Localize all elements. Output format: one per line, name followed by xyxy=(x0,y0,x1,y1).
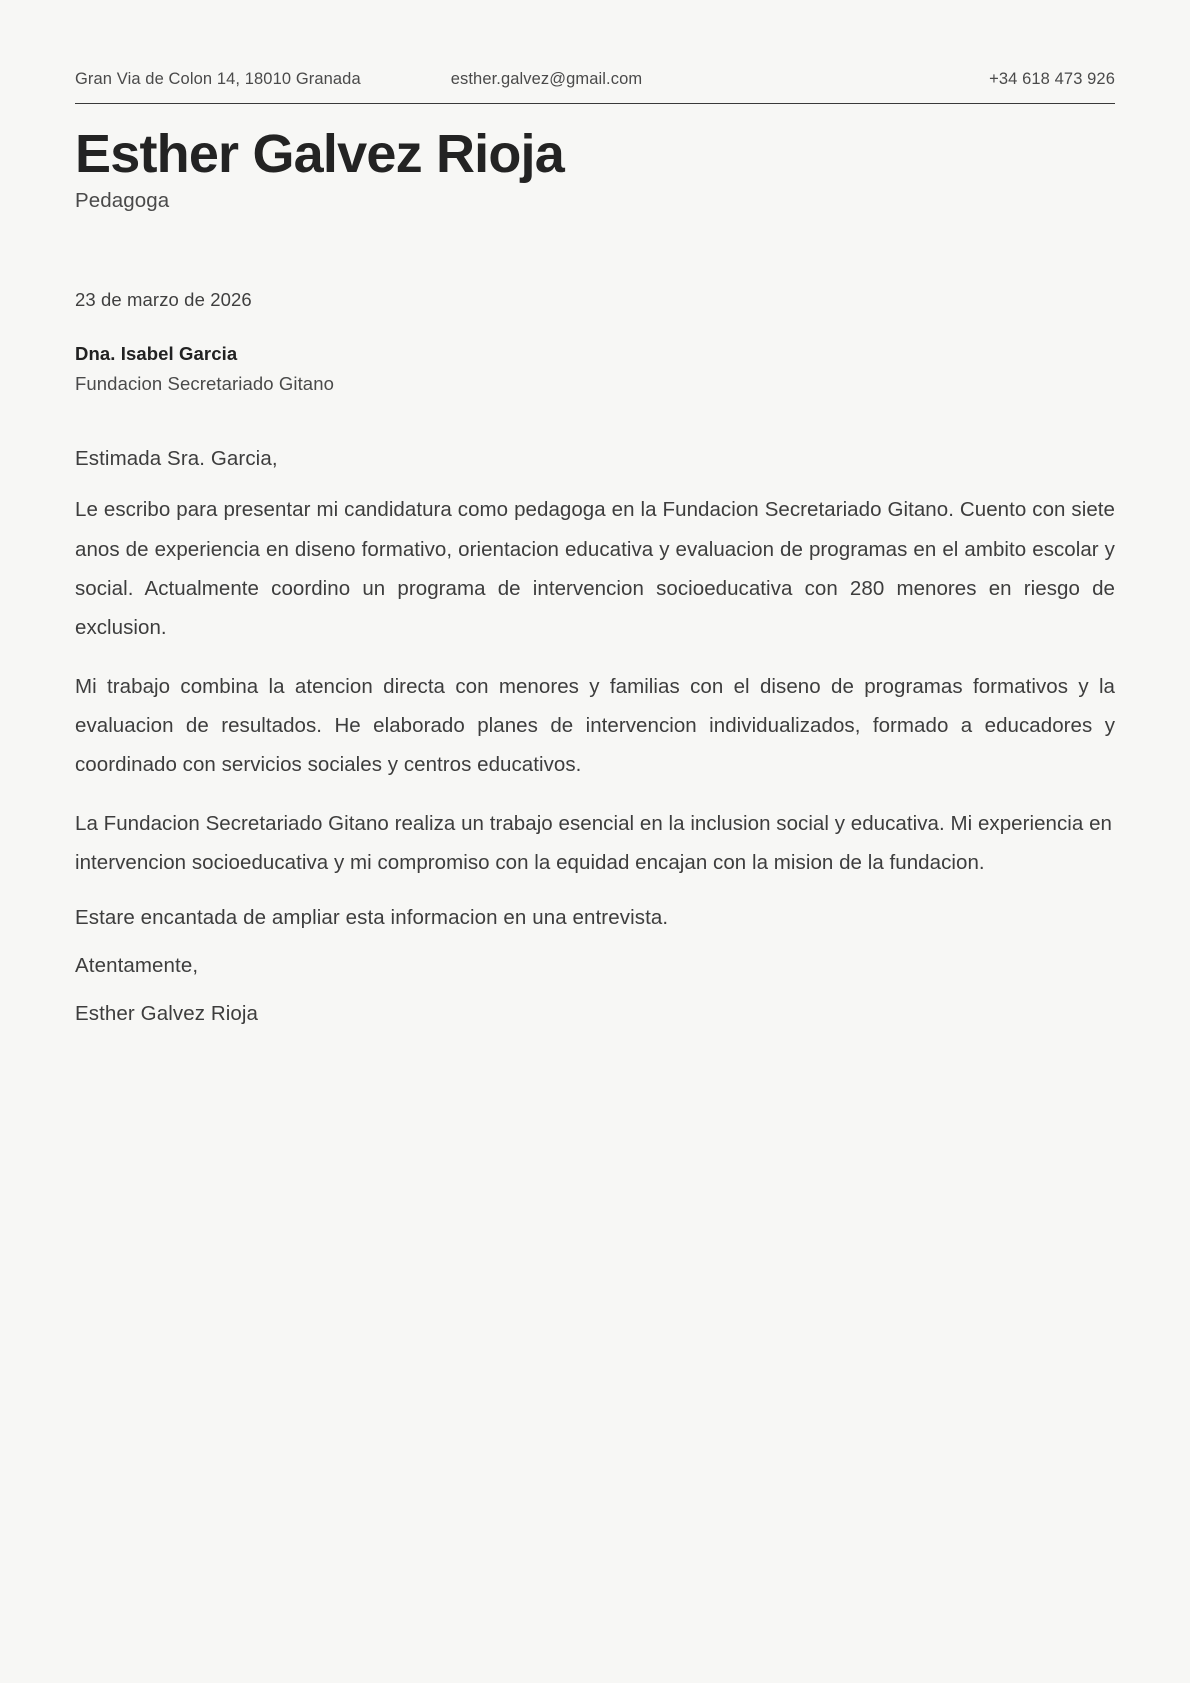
letter-sign-off: Atentamente, xyxy=(75,954,199,978)
letter-paragraph-2: Mi trabajo combina la atencion directa con menores y familias con el diseno de programas formativos y la evaluacion de resultados. He elaborado planes de intervencion individualizados, formado a educadores y coordinado con servicios sociales y centros educativos. xyxy=(75,674,1115,777)
contact-email: esther.galvez@gmail.com xyxy=(450,70,643,88)
header-divider xyxy=(75,103,1115,104)
letter-paragraph-1: Le escribo para presentar mi candidatura como pedagoga en la Fundacion Secretariado Gitano. Cuento con siete anos de experiencia en diseno formativo, orientacion educativa y evaluacion de programas en el ambito escolar y social. Actualmente coordino un programa de intervencion socioeducativa con 280 menores en riesgo de exclusion. xyxy=(75,498,1115,640)
contact-phone: +34 618 473 926 xyxy=(989,70,1115,88)
letter-paragraph-3: La Fundacion Secretariado Gitano realiza un trabajo esencial en la inclusion social y educativa. Mi experiencia en intervencion socioeducativa y mi compromiso con la equidad encajan con la mision de la fundacion. xyxy=(75,811,1112,875)
contact-address: Gran Via de Colon 14, 18010 Granada xyxy=(75,70,361,88)
letter-date: 23 de marzo de 2026 xyxy=(75,289,252,311)
recipient-organization: Fundacion Secretariado Gitano xyxy=(75,373,334,395)
letter-closing-line: Estare encantada de ampliar esta informacion en una entrevista. xyxy=(75,906,669,930)
applicant-job-title: Pedagoga xyxy=(75,189,170,213)
recipient-name: Dna. Isabel Garcia xyxy=(75,343,238,365)
letter-signature: Esther Galvez Rioja xyxy=(75,1002,259,1026)
contact-header xyxy=(75,70,1115,103)
letter-salutation: Estimada Sra. Garcia, xyxy=(75,447,278,471)
applicant-name: Esther Galvez Rioja xyxy=(75,124,564,184)
